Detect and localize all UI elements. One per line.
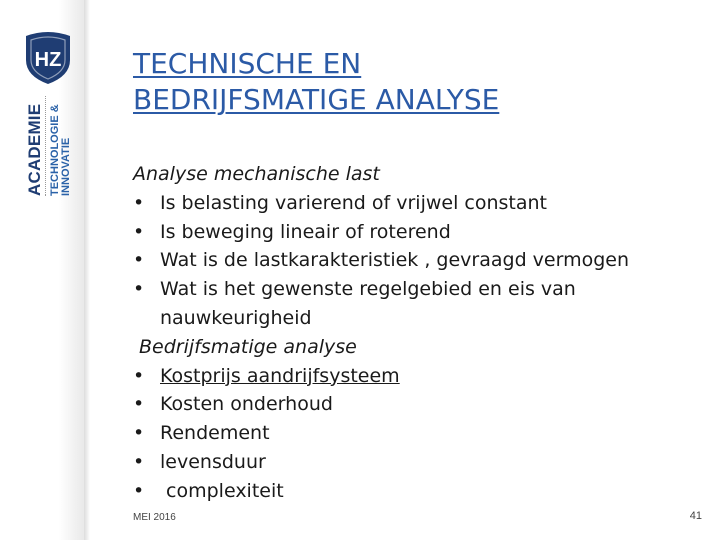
bullet: • <box>133 479 145 502</box>
list-item-text: Kosten onderhoud <box>160 393 333 416</box>
list-item-text: levensduur <box>160 450 266 473</box>
list-item-text: Kostprijs aandrijfsysteem <box>160 364 400 387</box>
dotted-divider <box>45 96 48 196</box>
list-item <box>133 218 693 247</box>
innovatie-text: INNOVATIE <box>60 137 72 196</box>
academie-text: ACADEMIE <box>25 103 44 196</box>
academie-label <box>26 96 78 196</box>
list-item-text: Is belasting varierend of vrijwel constant <box>160 191 547 214</box>
bullet: • <box>133 278 145 301</box>
title-line-2: BEDRIJFSMATIGE ANALYSE <box>133 83 500 116</box>
list-item <box>133 419 693 448</box>
list-item <box>133 362 693 391</box>
list-item <box>133 448 693 477</box>
bullet: • <box>133 220 145 243</box>
bullet: • <box>133 422 145 445</box>
section-heading-mechanical: Analyse mechanische last <box>133 163 380 185</box>
hz-logo <box>22 30 74 86</box>
slide-title <box>133 46 693 118</box>
bullet: • <box>133 450 145 473</box>
list-item-text: Rendement <box>160 422 270 445</box>
page-number: 41 <box>689 510 702 522</box>
bullet: • <box>133 364 145 387</box>
section-heading-business: Bedrijfsmatige analyse <box>139 335 357 358</box>
logo-text: HZ <box>34 49 62 71</box>
bullet: • <box>133 191 145 214</box>
list-item-text: nauwkeurigheid <box>160 306 312 329</box>
list-item-continuation <box>133 304 693 333</box>
bullet: • <box>133 393 145 416</box>
footer-date: MEI 2016 <box>133 512 176 523</box>
bullet: • <box>133 249 145 272</box>
title-line-1: TECHNISCHE EN <box>133 47 362 80</box>
list-item <box>133 275 693 304</box>
list-item-text: complexiteit <box>160 479 284 502</box>
slide-body <box>133 160 693 506</box>
sidebar-shadow <box>84 0 90 540</box>
list-item-text: Wat is het gewenste regelgebied en eis van <box>160 278 576 301</box>
list-item <box>133 189 693 218</box>
list-item <box>133 477 693 506</box>
technologie-text: TECHNOLOGIE & <box>49 104 61 196</box>
list-item-text: Is beweging lineair of roterend <box>160 220 451 243</box>
list-item <box>133 390 693 419</box>
list-item-text: Wat is de lastkarakteristiek , gevraagd vermogen <box>160 249 630 272</box>
list-item <box>133 246 693 275</box>
